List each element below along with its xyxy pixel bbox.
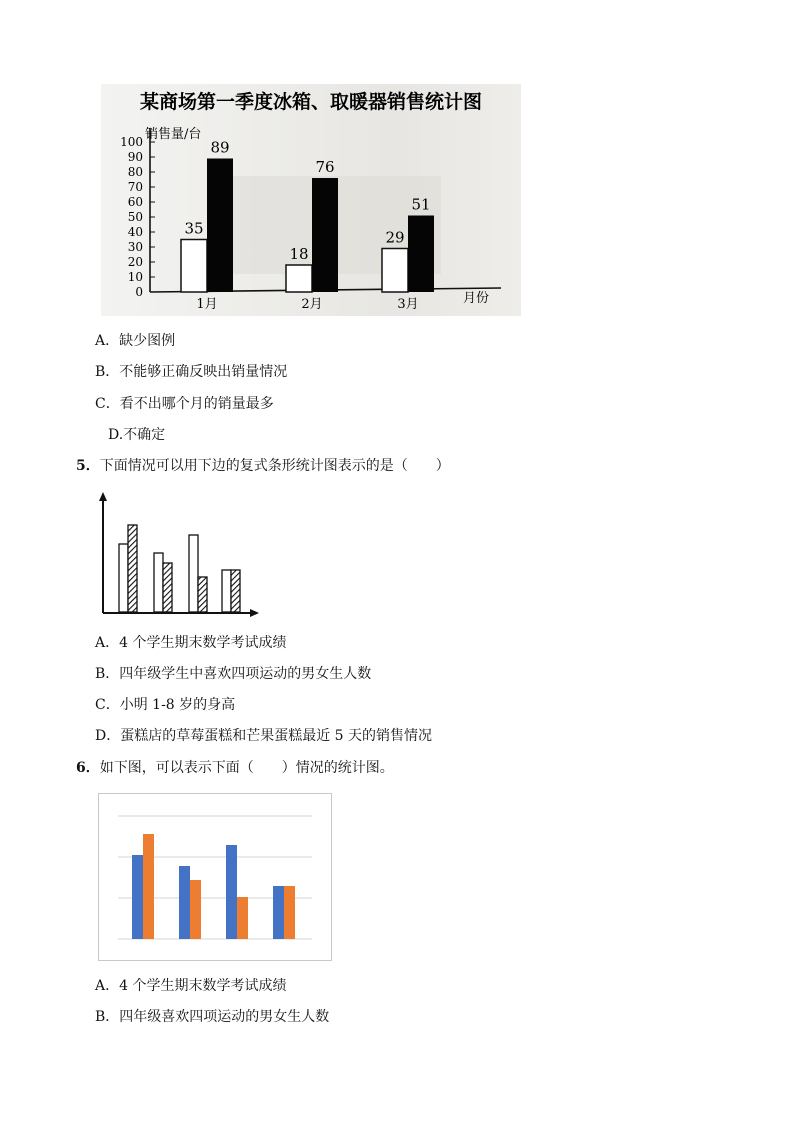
q4-x-tick-label: 2月 — [301, 297, 323, 312]
q5-option-b[interactable]: B．四年级学生中喜欢四项运动的男女生人数 — [95, 666, 372, 682]
q4-data-label: 89 — [210, 138, 230, 157]
q4-y-tick-label: 90 — [127, 150, 143, 164]
q4-bar-series1 — [382, 249, 408, 293]
q5-option-d[interactable]: D．蛋糕店的草莓蛋糕和芒果蛋糕最近 5 天的销售情况 — [95, 728, 433, 744]
q5-bar-series2 — [128, 525, 137, 612]
q6-number: 6． — [76, 760, 100, 776]
q5-stem — [76, 457, 450, 475]
q4-x-tick-label: 3月 — [397, 297, 419, 312]
q4-y-tick-label: 30 — [127, 240, 143, 254]
q5-y-axis-arrow — [99, 492, 107, 501]
q5-bar-series1 — [189, 535, 198, 612]
q4-y-tick-label: 0 — [135, 285, 143, 299]
q4-chart — [101, 84, 521, 316]
q4-data-label: 18 — [289, 245, 309, 263]
q4-data-label: 76 — [315, 158, 335, 176]
q6-bar-series1 — [226, 845, 237, 939]
q5-option-c[interactable]: C．小明 1-8 岁的身高 — [95, 697, 236, 713]
q6-bar-series2 — [237, 897, 248, 939]
q4-option-c[interactable]: C．看不出哪个月的销量最多 — [95, 396, 274, 412]
q5-bar-series2 — [163, 563, 172, 612]
q5-stem-text: 下面情况可以用下边的复式条形统计图表示的是（ ） — [99, 458, 450, 474]
q6-option-b[interactable]: B．四年级喜欢四项运动的男女生人数 — [95, 1009, 330, 1025]
q4-y-tick-label: 10 — [127, 270, 143, 284]
q4-bar-series1 — [286, 265, 312, 292]
q4-y-tick-label: 100 — [120, 135, 143, 149]
q5-number: 5． — [76, 458, 100, 474]
q4-y-tick-label: 70 — [127, 180, 143, 194]
q5-option-a[interactable]: A．4 个学生期末数学考试成绩 — [95, 635, 287, 651]
q4-bar-series2 — [408, 216, 434, 293]
q5-bar-series1 — [154, 553, 163, 612]
q6-bar-series2 — [143, 834, 154, 939]
q6-option-a[interactable]: A．4 个学生期末数学考试成绩 — [95, 978, 287, 994]
q6-bar-series1 — [273, 886, 284, 939]
q5-x-axis-arrow — [250, 609, 259, 617]
q6-bar-series1 — [179, 866, 190, 939]
q4-y-axis-label: 销售量/台 — [145, 127, 202, 142]
q4-option-a[interactable]: A．缺少图例 — [95, 333, 176, 349]
q6-stem — [76, 759, 394, 777]
q6-bar-series2 — [190, 880, 201, 939]
q6-stem-text: 如下图，可以表示下面（ ）情况的统计图。 — [99, 760, 394, 776]
q4-x-tick-label: 1月 — [196, 297, 218, 312]
q4-option-b[interactable]: B．不能够正确反映出销量情况 — [95, 364, 288, 380]
q5-chart — [95, 490, 265, 620]
q6-bar-series2 — [284, 886, 295, 939]
q4-chart-title: 某商场第一季度冰箱、取暖器销售统计图 — [139, 91, 483, 113]
q4-y-tick-label: 40 — [127, 225, 143, 239]
q5-bar-series1 — [222, 570, 231, 612]
q4-y-tick-label: 50 — [127, 210, 143, 224]
q4-bar-series2 — [207, 159, 233, 293]
q4-data-label: 51 — [411, 195, 431, 214]
q6-bar-series1 — [132, 855, 143, 939]
q5-bar-series2 — [231, 570, 240, 612]
q6-chart — [98, 793, 332, 961]
q4-data-label: 35 — [184, 219, 204, 238]
q4-option-d[interactable]: D.不确定 — [108, 427, 166, 443]
q4-y-tick-label: 20 — [127, 255, 143, 269]
q4-y-tick-label: 80 — [127, 165, 143, 179]
q4-y-tick-label: 60 — [127, 195, 143, 209]
q5-bar-series2 — [198, 577, 207, 612]
q4-x-axis-label: 月份 — [463, 291, 490, 306]
q5-bar-series1 — [119, 544, 128, 612]
q4-bar-series1 — [181, 240, 207, 293]
q4-data-label: 29 — [385, 228, 405, 247]
q4-bar-series2 — [312, 178, 338, 292]
